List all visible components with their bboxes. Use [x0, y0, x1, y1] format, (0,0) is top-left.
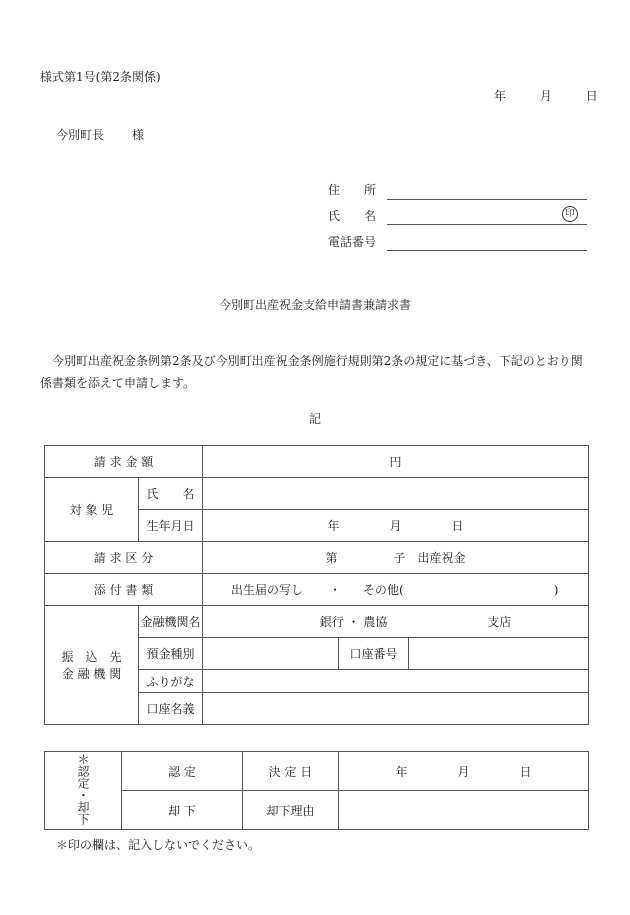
- bank-name-label: 金融機関名: [139, 606, 203, 638]
- reject-reason-label: 却下理由: [243, 791, 339, 830]
- decision-month: 月: [457, 764, 470, 779]
- header-date: [494, 87, 598, 104]
- furigana-field[interactable]: [203, 670, 589, 693]
- decision-table: [44, 751, 589, 830]
- branch-label: 支店: [487, 615, 512, 629]
- account-holder-field[interactable]: [203, 693, 589, 725]
- attach-option-other[interactable]: その他(: [363, 583, 404, 597]
- child-birth-field[interactable]: [203, 510, 589, 542]
- bank-group-label: [45, 606, 139, 725]
- table-row: [45, 542, 589, 574]
- attach-label: 添 付 書 類: [45, 574, 203, 606]
- child-birth-label: 生年月日: [139, 510, 203, 542]
- account-holder-label: 口座名義: [139, 693, 203, 725]
- table-row: [45, 606, 589, 638]
- address-field[interactable]: [387, 199, 587, 200]
- birth-day: 日: [451, 519, 464, 533]
- category-prefix: 第: [325, 551, 338, 565]
- amount-label: 請 求 金 額: [45, 446, 203, 478]
- addressee: [56, 126, 144, 143]
- bank-group-label-1: 振 込 先: [61, 650, 122, 664]
- amount-unit: 円: [389, 455, 402, 469]
- date-day: 日: [585, 89, 598, 103]
- amount-field[interactable]: [203, 446, 589, 478]
- child-label: 対 象 児: [45, 478, 139, 542]
- reject-reason-field[interactable]: [339, 791, 589, 830]
- reject-option[interactable]: 却 下: [122, 791, 243, 830]
- table-row: [45, 791, 589, 830]
- attach-separator: ・: [329, 583, 342, 597]
- decision-day: 日: [519, 764, 532, 779]
- approve-option[interactable]: 認 定: [122, 752, 243, 791]
- furigana-label: ふりがな: [139, 670, 203, 693]
- decision-side-label: [45, 752, 122, 830]
- decision-date-field[interactable]: [339, 752, 589, 791]
- table-row: [45, 446, 589, 478]
- birth-month: 月: [389, 519, 402, 533]
- category-field[interactable]: [203, 542, 589, 574]
- address-label: 住 所: [328, 183, 377, 197]
- deposit-type-label: 預金種別: [139, 638, 203, 670]
- table-row: [45, 574, 589, 606]
- attach-option-birth[interactable]: 出生届の写し: [231, 583, 304, 597]
- decision-side-text: ＊認定・却下: [76, 753, 90, 825]
- footnote: ＊印の欄は、記入しないでください。: [56, 838, 261, 852]
- decision-date-label: 決 定 日: [243, 752, 339, 791]
- table-row: [45, 478, 589, 510]
- document-title: 今別町出産祝金支給申請書兼請求書: [218, 298, 411, 312]
- form-number: 様式第1号(第2条関係): [40, 70, 161, 84]
- account-number-field[interactable]: [409, 638, 589, 670]
- child-name-field[interactable]: [203, 478, 589, 510]
- body-text: 今別町出産祝金条例第2条及び今別町出産祝金条例施行規則第2条の規定に基づき、下記のとおり関係書類を添えて申請します。: [40, 354, 583, 390]
- deposit-type-field[interactable]: [203, 638, 339, 670]
- attach-field[interactable]: [203, 574, 589, 606]
- bank-type: 銀行 ・ 農協: [319, 615, 388, 629]
- bank-name-field[interactable]: [203, 606, 589, 638]
- honorific: 様: [132, 128, 145, 142]
- phone-field[interactable]: [387, 250, 587, 251]
- phone-label: 電話番号: [328, 235, 377, 249]
- seal-icon: 印: [562, 206, 578, 222]
- ki-label: 記: [308, 412, 321, 426]
- category-suffix: 子 出産祝金: [393, 551, 466, 565]
- category-label: 請 求 区 分: [45, 542, 203, 574]
- table-row: [45, 752, 589, 791]
- child-name-label: 氏 名: [139, 478, 203, 510]
- name-label: 氏 名: [328, 209, 377, 223]
- decision-year: 年: [395, 764, 408, 779]
- bank-group-label-2: 金 融 機 関: [61, 667, 122, 681]
- attach-close: ): [553, 583, 559, 597]
- account-number-label: 口座番号: [339, 638, 409, 670]
- birth-year: 年: [327, 519, 340, 533]
- date-year: 年: [494, 89, 507, 103]
- date-month: 月: [539, 89, 552, 103]
- name-field[interactable]: [387, 224, 587, 225]
- addressee-name: 今別町長: [56, 128, 105, 142]
- application-table: [44, 445, 589, 725]
